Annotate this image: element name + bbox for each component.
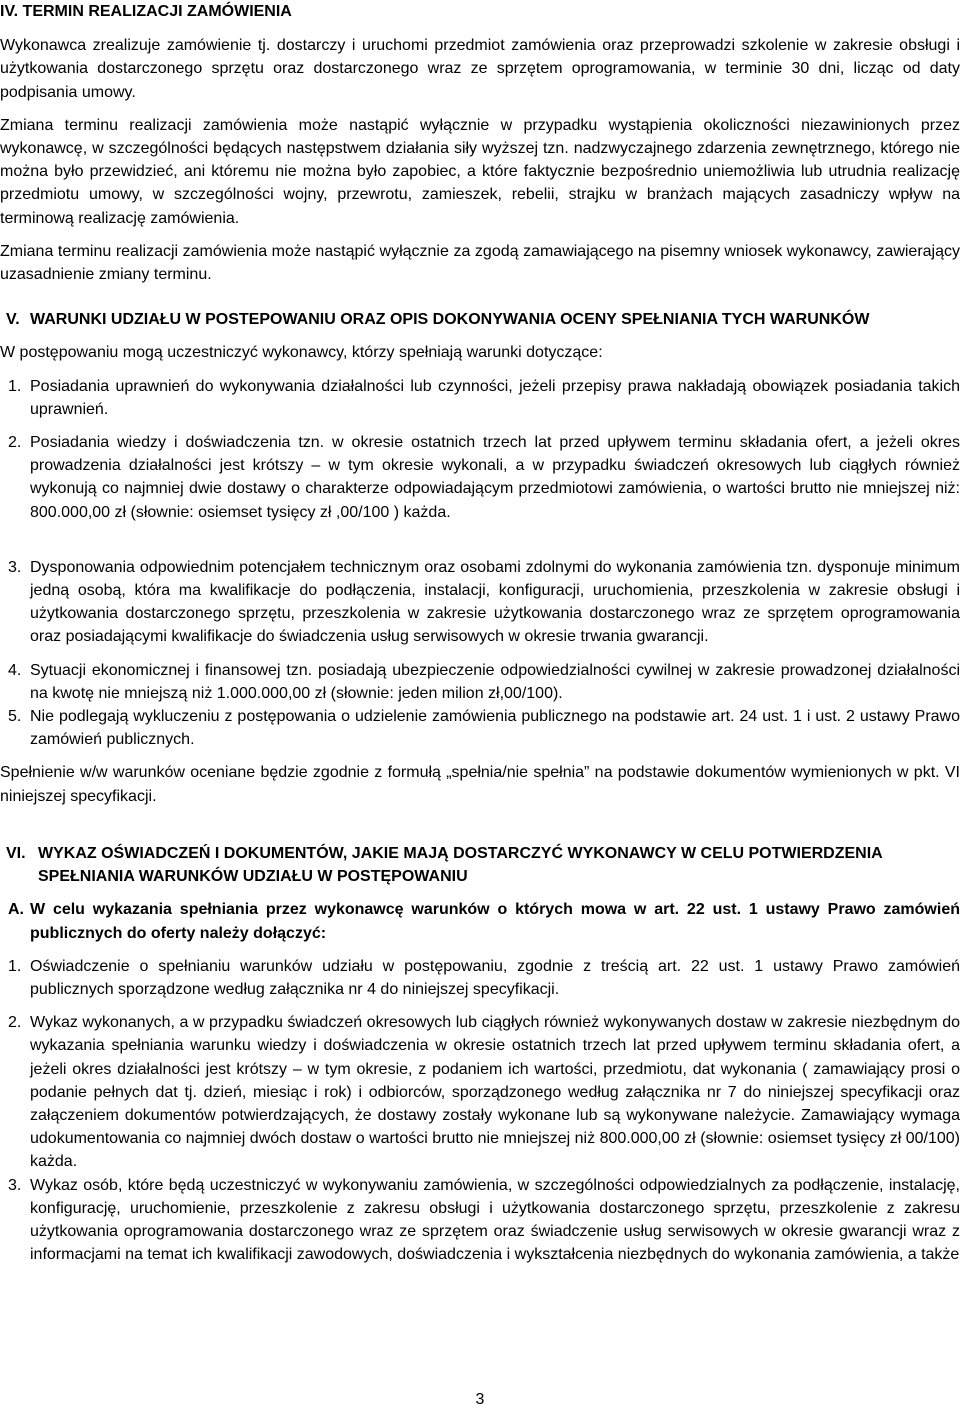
list-item-number: 1. [8, 957, 22, 975]
list-item [0, 705, 960, 751]
list-item-number: 2. [8, 434, 22, 452]
section-vi-a-title: W celu wykazania spełniania przez wykonawcę warunków o których mowa w art. 22 ust. 1 ustawy Prawo zamówień publicznych do oferty należy dołączyć: [30, 901, 960, 942]
list-item-number: 5. [8, 708, 22, 726]
list-item-number: 4. [8, 661, 22, 679]
page-number: 3 [475, 1391, 485, 1408]
section-v-heading [0, 308, 960, 331]
list-item [0, 375, 960, 421]
list-item [0, 556, 960, 649]
list-item-text: Sytuacji ekonomicznej i finansowej tzn. posiadają ubezpieczenie odpowiedzialności cywilnej w zakresie prowadzonej działalności na kwotę nie mniejszą niż 1.000.000,00 zł (słownie: jeden milion zł,00/100). [30, 661, 960, 702]
section-v-title: WARUNKI UDZIAŁU W POSTEPOWANIU ORAZ OPIS DOKONYWANIA OCENY SPEŁNIANIA TYCH WARUNKÓW [30, 311, 870, 329]
list-item-text: Wykaz osób, które będą uczestniczyć w wykonywaniu zamówienia, w szczególności odpowiedzialnych za podłączenie, instalację, konfigurację, uruchomienie, przeszkolenie z zakresu obsługi i użytkowania dostarczonego sprzętu, przeszkolenie z zakresu użytkowania oprogramowania dostarczonego wraz ze sprzętem oraz świadczenie usług serwisowych w okresie gwarancji wraz z informacjami na temat ich kwalifikacji zawodowych, doświadczenia i wykształcenia niezbędnych do wykonania zamówienia, a także [30, 1176, 960, 1264]
list-item [0, 955, 960, 1001]
list-item-text: Wykaz wykonanych, a w przypadku świadczeń okresowych lub ciągłych również wykonywanych dostaw w zakresie niezbędnym do wykazania spełniania warunku wiedzy i doświadczenia w okresie ostatnich trzech lat przed upływem terminu składania ofert, a jeżeli okres działalności jest krótszy – w tym okresie, z podaniem ich wartości, przedmiotu, dat wykonania ( zamawiający prosi o podanie pełnych dat tj. dzień, miesiąc i rok) i odbiorców, sporządzonego według załącznika nr 7 do niniejszej specyfikacji oraz załączeniem dokumentów potwierdzających, że dostawy zostały wykonane lub są wykonywane należycie. Zamawiający wymaga udokumentowania co najmniej dwóch dostaw o wartości brutto nie mniejszej niż 800.000,00 zł (słownie: osiemset tysięcy zł 00/100) każda. [30, 1014, 960, 1171]
list-item-number: 1. [8, 377, 22, 395]
section-vi-a-heading [0, 898, 960, 944]
list-item [0, 659, 960, 705]
list-item-text: Posiadania uprawnień do wykonywania działalności lub czynności, jeżeli przepisy prawa nakładają obowiązek posiadania takich uprawnień. [30, 377, 960, 418]
list-item [0, 1011, 960, 1173]
list-item-number: 3. [8, 1176, 22, 1194]
section-v-closing: Spełnienie w/w warunków oceniane będzie zgodnie z formułą „spełnia/nie spełnia” na podstawie dokumentów wymienionych w pkt. VI niniejszej specyfikacji. [0, 764, 960, 805]
list-item [0, 431, 960, 524]
section-v-intro: W postępowaniu mogą uczestniczyć wykonawcy, którzy spełniają warunki dotyczące: [0, 344, 603, 362]
list-item-number: 2. [8, 1014, 22, 1032]
section-vi-heading [0, 842, 960, 888]
list-item-text: Posiadania wiedzy i doświadczenia tzn. w okresie ostatnich trzech lat przed upływem terminu składania ofert, a jeżeli okres prowadzenia działalności jest krótszy – w tym okresie wykonali, a w przypadku świadczeń okresowych lub ciągłych również wykonują co najmniej dwie dostawy o charakterze odpowiadającym przedmiotowi zamówienia, o wartości brutto nie mniejszej niż: 800.000,00 zł (słownie: osiemset tysięcy zł ,00/100 ) każda. [30, 434, 960, 521]
list-item-text: Dysponowania odpowiednim potencjałem technicznym oraz osobami zdolnymi do wykonania zamówienia tzn. dysponuje minimum jedną osobą, która ma kwalifikacje do podłączenia, instalacji, konfiguracji, uruchomienia, przeszkolenia w zakresie obsługi i użytkowania dostarczonego sprzętu, przeszkolenia w zakresie użytkowania dostarczonego wraz ze sprzętem oprogramowania oraz posiadającymi kwalifikacje do świadczenia usług serwisowych w okresie trwania gwarancji. [30, 558, 960, 646]
section-iv-paragraph-3: Zmiana terminu realizacji zamówienia może nastąpić wyłącznie za zgodą zamawiającego na pisemny wniosek wykonawcy, zawierający uzasadnienie zmiany terminu. [0, 242, 960, 284]
list-item-number: 3. [8, 558, 22, 576]
section-v-number: V. [6, 311, 20, 329]
list-item-text: Nie podlegają wykluczeniu z postępowania o udzielenie zamówienia publicznego na podstawie art. 24 ust. 1 i ust. 2 ustawy Prawo zamówień publicznych. [30, 708, 960, 749]
section-iv-heading: IV. TERMIN REALIZACJI ZAMÓWIENIA [0, 3, 292, 20]
section-iv-paragraph-2: Zmiana terminu realizacji zamówienia może nastąpić wyłącznie w przypadku wystąpienia okoliczności niezawinionych przez wykonawcę, w szczególności będących następstwem działania siły wyższej tzn. nadzwyczajnego zdarzenia zewnętrznego, którego nie można było przewidzieć, ani któremu nie można było zapobiec, a które faktycznie bezpośrednio uniemożliwia lub utrudnia realizację przedmiotu umowy, w szczególności wojny, przewrotu, zamieszek, rebelii, strajku w branżach mających zasadniczy wpływ na terminową realizację zamówienia. [0, 116, 960, 227]
list-item-text: Oświadczenie o spełnianiu warunków udziału w postępowaniu, zgodnie z treścią art. 22 ust. 1 ustawy Prawo zamówień publicznych sporządzone według załącznika nr 4 do niniejszej specyfikacji. [30, 957, 960, 998]
list-item [0, 1174, 960, 1267]
section-vi-a-number: A. [8, 901, 24, 919]
section-iv-paragraph-1: Wykonawca zrealizuje zamówienie tj. dostarczy i uruchomi przedmiot zamówienia oraz przeprowadzi szkolenie w zakresie obsługi i użytkowania dostarczonego sprzętu oraz dostarczonego wraz ze sprzętem oprogramowania, w terminie 30 dni, licząc od daty podpisania umowy. [0, 37, 960, 101]
section-vi-number: VI. [6, 844, 26, 862]
section-vi-title: WYKAZ OŚWIADCZEŃ I DOKUMENTÓW, JAKIE MAJĄ DOSTARCZYĆ WYKONAWCY W CELU POTWIERDZENIA SPEŁNIANIA WARUNKÓW UDZIAŁU W POSTĘPOWANIU [38, 844, 883, 886]
